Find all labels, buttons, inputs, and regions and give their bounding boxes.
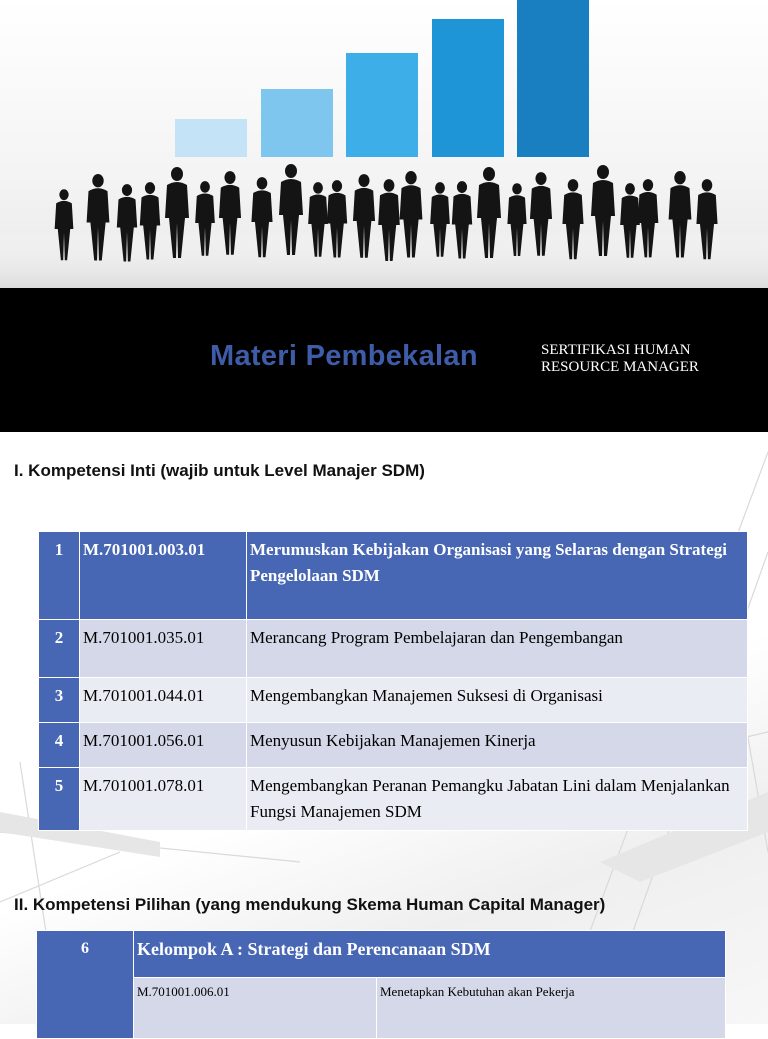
table-row	[39, 768, 748, 831]
unit-title: Merancang Program Pembelajaran dan Pengembangan	[247, 620, 748, 678]
section-heading-core: I. Kompetensi Inti (wajib untuk Level Manajer SDM)	[14, 461, 425, 480]
row-number: 2	[39, 620, 80, 678]
table-row	[39, 532, 748, 620]
table-row	[37, 931, 726, 978]
unit-code: M.701001.003.01	[80, 532, 247, 620]
row-number: 3	[39, 678, 80, 723]
group-title: Kelompok A : Strategi dan Perencanaan SDM	[134, 931, 726, 978]
unit-title: Mengembangkan Manajemen Suksesi di Organisasi	[247, 678, 748, 723]
growth-bar-4	[432, 19, 504, 157]
row-number: 6	[37, 931, 134, 1039]
table-row	[39, 723, 748, 768]
growth-bar-2	[261, 89, 333, 157]
unit-title: Mengembangkan Peranan Pemangku Jabatan Lini dalam Menjalankan Fungsi Manajemen SDM	[247, 768, 748, 831]
growth-bar-5	[517, 0, 589, 157]
page-title: Materi Pembekalan	[210, 340, 478, 372]
row-number: 1	[39, 532, 80, 620]
core-competency-table	[38, 531, 748, 831]
unit-title: Menyusun Kebijakan Manajemen Kinerja	[247, 723, 748, 768]
page-subtitle: SERTIFIKASI HUMAN RESOURCE MANAGER	[541, 342, 699, 375]
business-growth-illustration	[0, 0, 768, 288]
growth-bar-3	[346, 53, 418, 157]
unit-code: M.701001.035.01	[80, 620, 247, 678]
table-row	[39, 678, 748, 723]
row-number: 4	[39, 723, 80, 768]
hero-banner	[0, 0, 768, 288]
unit-code: M.701001.078.01	[80, 768, 247, 831]
unit-title: Menetapkan Kebutuhan akan Pekerja	[377, 978, 726, 1039]
unit-code: M.701001.056.01	[80, 723, 247, 768]
table-row	[37, 978, 726, 1039]
table-row	[39, 620, 748, 678]
unit-title: Merumuskan Kebijakan Organisasi yang Selaras dengan Strategi Pengelolaan SDM	[247, 532, 748, 620]
growth-bar-1	[175, 119, 247, 157]
row-number: 5	[39, 768, 80, 831]
unit-code: M.701001.006.01	[134, 978, 377, 1039]
elective-competency-table	[36, 930, 726, 1039]
unit-code: M.701001.044.01	[80, 678, 247, 723]
section-heading-elective: II. Kompetensi Pilihan (yang mendukung Skema Human Capital Manager)	[14, 895, 606, 914]
